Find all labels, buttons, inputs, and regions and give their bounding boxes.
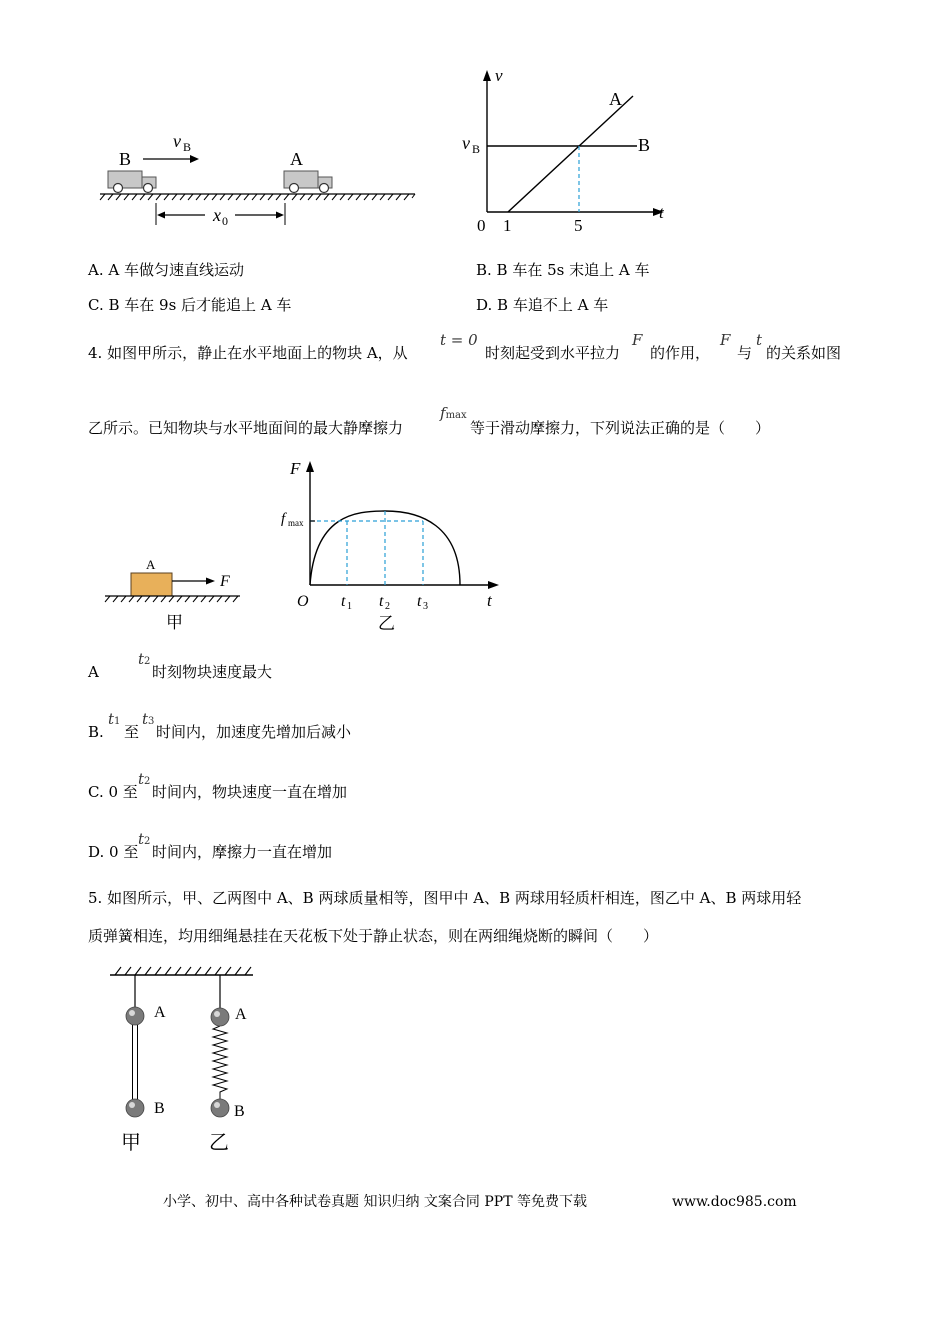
origin-O: O [297, 593, 309, 610]
t-axis-label-yi: t [487, 591, 492, 610]
balls-figure [105, 960, 265, 1160]
q4-option-d-t [138, 830, 150, 848]
q3-option-a: A. A 车做匀速直线运动 [88, 261, 244, 279]
q4-with: 与 [737, 344, 753, 362]
q4-line1-post: 的关系如图 [766, 344, 842, 362]
q4-option-a-t-sub: 2 [144, 656, 151, 667]
q5-line1: 5. 如图所示，甲、乙两图中 A、B 两球质量相等，图甲中 A、B 两球用轻质杆相连，图乙中 A、B 两球用轻 [88, 889, 802, 907]
t3-label-sub: 3 [423, 601, 428, 612]
q4-option-b-t1-var: t [108, 710, 115, 728]
F-axis-label: F [290, 459, 301, 478]
q4-option-d-label: D. 0 至 [88, 843, 139, 861]
q4-option-c-t [138, 770, 150, 788]
q4-option-b-t1-sub: 1 [114, 716, 121, 727]
spring [213, 1026, 227, 1099]
t1-label: t [341, 593, 346, 610]
truck-a-icon [284, 171, 332, 193]
vt-graph [455, 65, 675, 240]
car-a-label: A [290, 149, 303, 169]
q3-option-d: D. B 车追不上 A 车 [476, 296, 609, 314]
jia-ball-a [126, 1007, 144, 1025]
q4-option-d-t-var: t [138, 830, 145, 848]
q4-option-a-text: 时刻物块速度最大 [152, 663, 273, 681]
q4-option-a-t [138, 650, 150, 668]
jia-b-label: B [154, 1100, 165, 1117]
caption-yi: 乙 [378, 614, 395, 633]
cars-figure [95, 125, 425, 245]
q4-option-b-text: 时间内，加速度先增加后减小 [156, 723, 352, 741]
t-axis-label: t [659, 203, 664, 222]
q4-option-c-label: C. 0 至 [88, 783, 138, 801]
footer-url[interactable]: www.doc985.com [672, 1194, 797, 1210]
q4-t-eq: t = 0 [440, 331, 478, 349]
caption-jia-balls: 甲 [121, 1132, 141, 1154]
q4-line2-pre: 乙所示。已知物块与水平地面间的最大静摩擦力 [88, 419, 404, 437]
q4-F2: F [720, 331, 731, 349]
block-a [131, 573, 172, 596]
block-figure [100, 555, 250, 635]
block-label: A [146, 557, 156, 572]
q4-line1-mid: 时刻起受到水平拉力 [485, 344, 621, 362]
vb-label-sub: B [472, 142, 481, 156]
yi-ball-b [211, 1099, 229, 1117]
tick-5-label: 5 [574, 216, 583, 235]
q4-option-c-text: 时间内，物块速度一直在增加 [152, 783, 348, 801]
q4-option-a-t-var: t [138, 650, 145, 668]
q4-option-b-t3 [142, 710, 154, 728]
t2-label: t [379, 593, 384, 610]
q3-option-b: B. B 车在 5s 末追上 A 车 [476, 261, 650, 279]
ft-graph [275, 455, 505, 635]
q4-line1-pre: 4. 如图甲所示，静止在水平地面上的物块 A，从 [88, 344, 408, 362]
yi-a-label: A [235, 1006, 247, 1023]
q4-option-b-t1 [108, 710, 120, 728]
q4-option-c-t-var: t [138, 770, 145, 788]
velocity-label: v [173, 131, 181, 151]
q4-fmax-sub: max [445, 410, 467, 421]
q4-line1-mid2: 的作用， [650, 344, 711, 362]
t1-label-sub: 1 [347, 601, 352, 612]
truck-b-icon [108, 171, 156, 193]
q4-option-a-label: A [88, 663, 99, 681]
t3-label: t [417, 593, 422, 610]
yi-ball-a [211, 1008, 229, 1026]
line-a [508, 96, 633, 212]
tick-1-label: 1 [503, 216, 512, 235]
caption-yi-balls: 乙 [209, 1132, 229, 1154]
q4-option-d-t-sub: 2 [144, 836, 151, 847]
caption-jia: 甲 [166, 613, 183, 632]
jia-ball-b [126, 1099, 144, 1117]
yi-b-label: B [234, 1103, 245, 1120]
q4-line2-post: 等于滑动摩擦力，下列说法正确的是（ ） [470, 419, 771, 437]
q4-F1: F [632, 331, 643, 349]
q4-option-b-to: 至 [124, 723, 140, 741]
force-label: F [220, 573, 230, 590]
line-b-label: B [638, 135, 651, 155]
t2-label-sub: 2 [385, 601, 390, 612]
jia-a-label: A [154, 1004, 166, 1021]
line-a-label: A [609, 89, 622, 109]
q4-fmax [440, 404, 467, 422]
q4-t: t [756, 331, 763, 349]
velocity-label-sub: B [183, 140, 192, 154]
footer-text: 小学、初中、高中各种试卷真题 知识归纳 文案合同 PPT 等免费下载 [163, 1194, 587, 1210]
car-b-label: B [119, 149, 132, 169]
q4-option-b-label: B. [88, 723, 104, 741]
v-axis-label: v [495, 66, 503, 85]
q4-option-b-t3-sub: 3 [148, 716, 155, 727]
vb-label: v [462, 133, 470, 153]
q4-option-d-text: 时间内，摩擦力一直在增加 [152, 843, 333, 861]
distance-label: x [213, 205, 221, 225]
fmax-label-sub: max [288, 518, 304, 528]
q3-option-c: C. B 车在 9s 后才能追上 A 车 [88, 296, 292, 314]
q5-line2: 质弹簧相连，均用细绳悬挂在天花板下处于静止状态，则在两细绳烧断的瞬间（ ） [88, 927, 659, 945]
distance-label-sub: 0 [222, 214, 228, 228]
q4-option-c-t-sub: 2 [144, 776, 151, 787]
origin-label: 0 [477, 216, 486, 235]
q4-fmax-f: f [440, 404, 446, 422]
fmax-label: f [281, 511, 286, 527]
q4-option-b-t3-var: t [142, 710, 149, 728]
